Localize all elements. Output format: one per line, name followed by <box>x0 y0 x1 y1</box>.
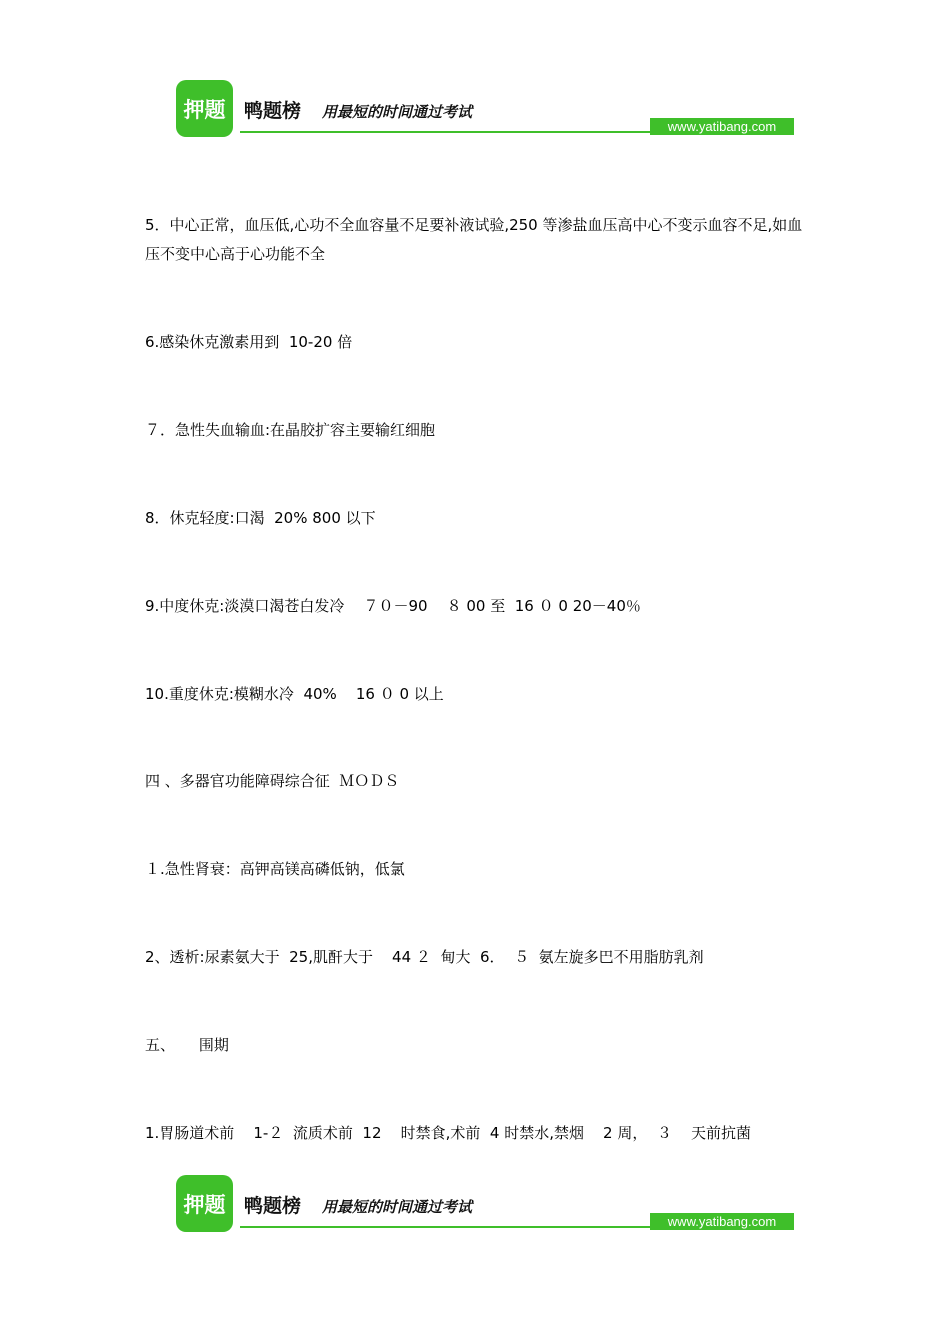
section-heading-5: 五、 围期 <box>145 1036 229 1054</box>
site-url[interactable]: www.yatibang.com <box>650 118 794 135</box>
paragraph-8: 8．休克轻度:口渴 20% 800 以下 <box>145 509 376 527</box>
paragraph-4-1: １.急性肾衰：高钾高镁高磷低钠，低氯 <box>145 860 405 878</box>
footer-banner <box>176 1175 794 1235</box>
brand-name: 鸭题榜 <box>244 100 302 122</box>
paragraph-7: ７．急性失血输血:在晶胶扩容主要输红细胞 <box>145 421 436 439</box>
section-heading-4: 四 、多器官功能障碍综合征 ＭＯＤＳ <box>145 772 400 790</box>
footer-rule <box>240 1226 650 1228</box>
footer-logo: 押题 <box>176 1175 233 1232</box>
footer-slogan: 用最短的时间通过考试 <box>322 1198 473 1216</box>
paragraph-6: 6.感染休克激素用到 10-20 倍 <box>145 333 353 351</box>
logo: 押题 <box>176 80 233 137</box>
footer-brand-name: 鸭题榜 <box>244 1195 302 1217</box>
paragraph-10: 10.重度休克:模糊水冷 40% 16 ０ 0 以上 <box>145 685 444 703</box>
footer-site-url[interactable]: www.yatibang.com <box>650 1213 794 1230</box>
header-banner <box>176 80 794 140</box>
paragraph-4-2: 2、透析:尿素氨大于 25,肌酐大于 44 ２ 甸大 6． ５ 氨左旋多巴不用脂肪乳剂 <box>145 948 704 966</box>
slogan: 用最短的时间通过考试 <box>322 103 473 121</box>
paragraph-5-1: 1.胃肠道术前 1-２ 流质术前 12 时禁食,术前 4 时禁水,禁烟 2 周， ３ 天前抗菌 <box>145 1124 751 1142</box>
header-rule <box>240 131 650 133</box>
paragraph-9: 9.中度休克:淡漠口渴苍白发冷 ７０－90 ８ 00 至 16 ０ 0 20－40％ <box>145 597 641 615</box>
paragraph-5: 5．中心正常，血压低,心功不全血容量不足要补液试验,250 等渗盐血压高中心不变示血容不足,如血压不变中心高于心功能不全 <box>145 216 803 263</box>
